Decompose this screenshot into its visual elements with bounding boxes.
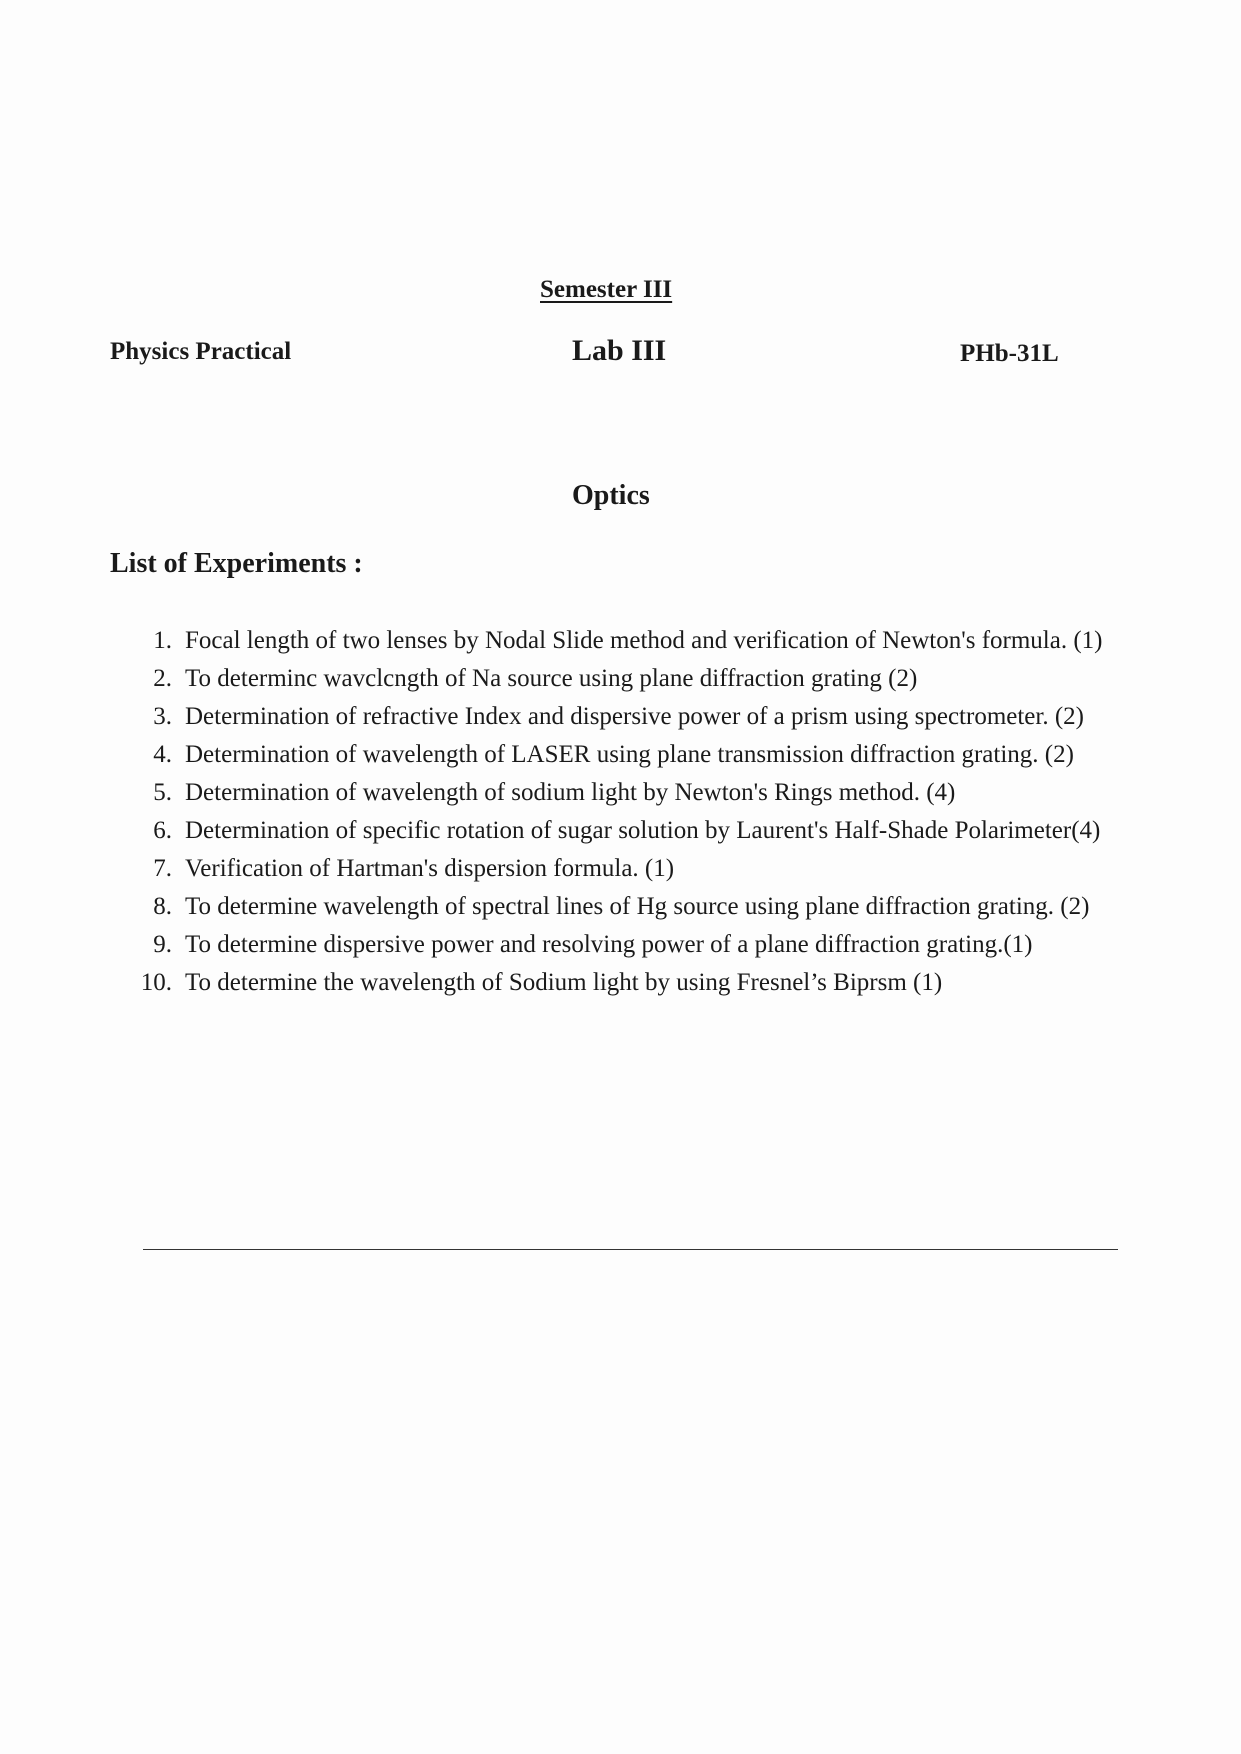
experiment-text: Focal length of two lenses by Nodal Slide method and verification of Newton's formula. (1) [185,627,1103,654]
experiment-text: Determination of specific rotation of sugar solution by Laurent's Half-Shade Polarimeter(4) [185,817,1101,844]
experiment-number: 6. [153,817,172,844]
experiment-text: To determine dispersive power and resolving power of a plane diffraction grating.(1) [185,931,1033,958]
experiment-item [130,662,1120,696]
experiment-number: 9. [153,931,172,958]
experiment-number: 8. [153,893,172,920]
experiment-number: 1. [153,627,172,654]
experiment-text: To determine wavelength of spectral lines of Hg source using plane diffraction grating. (2) [185,893,1090,920]
experiment-number: 7. [153,855,172,882]
experiment-item [130,966,1120,1000]
experiment-item [130,738,1120,772]
experiment-number: 3. [153,703,172,730]
experiment-number: 5. [153,779,172,806]
experiment-item [130,700,1120,734]
course-meta-row [110,336,1070,376]
experiment-item [130,776,1120,810]
experiment-item [130,890,1120,924]
experiment-text: To determine the wavelength of Sodium light by using Fresnel’s Biprsm (1) [185,969,943,996]
experiment-item [130,814,1120,848]
experiment-text: To determinc wavclcngth of Na source using plane diffraction grating (2) [185,665,918,692]
experiment-item [130,624,1120,658]
experiment-text: Determination of wavelength of sodium light by Newton's Rings method. (4) [185,779,956,806]
list-heading: List of Experiments : [110,548,363,579]
experiment-item [130,928,1120,962]
lab-name: Lab III [572,334,667,367]
experiment-number: 10. [140,969,172,996]
semester-heading: Semester III [540,276,673,303]
experiment-list [130,624,1120,1004]
experiment-number: 2. [153,665,172,692]
course-code: PHb-31L [960,340,1059,367]
experiment-item [130,852,1120,886]
subject-title: Optics [572,480,650,511]
experiment-text: Verification of Hartman's dispersion formula. (1) [185,855,675,882]
experiment-text: Determination of wavelength of LASER using plane transmission diffraction grating. (2) [185,741,1074,768]
experiment-number: 4. [153,741,172,768]
course-title: Physics Practical [110,338,292,365]
horizontal-rule [143,1249,1118,1250]
experiment-text: Determination of refractive Index and dispersive power of a prism using spectrometer. (2) [185,703,1084,730]
